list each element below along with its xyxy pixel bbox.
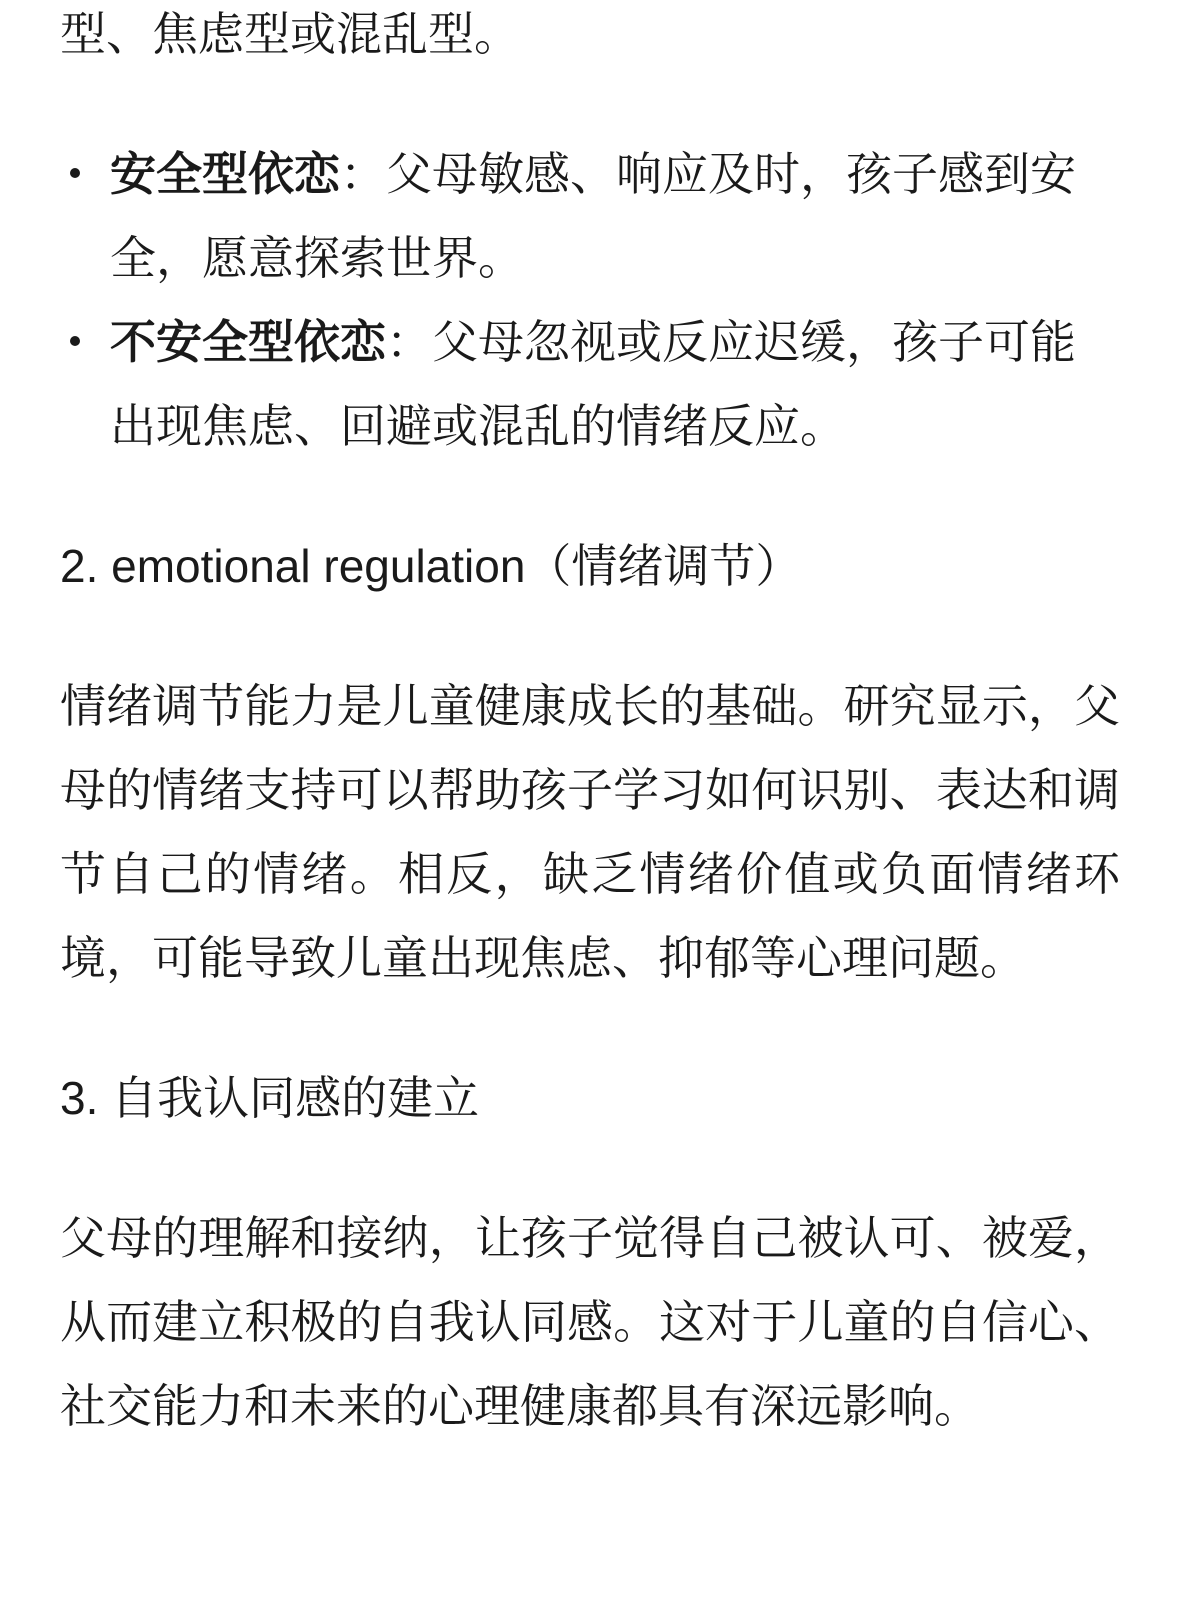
- bullet-dot-icon: [70, 336, 80, 346]
- list-item-term: 安全型依恋: [110, 147, 340, 201]
- list-item-description: 父母忽视或反应迟缓，孩子可能出现焦虑、回避或混乱的情绪反应。: [110, 315, 1076, 453]
- list-item-term: 不安全型依恋: [110, 315, 386, 369]
- list-item-description: 父母敏感、响应及时，孩子感到安全，愿意探索世界。: [110, 147, 1076, 285]
- section-2-heading: 2. emotional regulation（情绪调节）: [60, 540, 802, 592]
- section-3-body: 父母的理解和接纳，让孩子觉得自己被认可、被爱，从而建立积极的自我认同感。这对于儿童的自信心、社交能力和未来的心理健康都具有深远影响。: [60, 1211, 1120, 1433]
- bullet-dot-icon: [70, 168, 80, 178]
- list-item-separator: ：: [340, 147, 386, 201]
- article-content: [60, 0, 1120, 1448]
- list-item-separator: ：: [386, 315, 432, 369]
- section-3-heading: 3. 自我认同感的建立: [60, 1072, 480, 1124]
- intro-tail-paragraph: 型、焦虑型或混乱型。: [60, 7, 520, 61]
- list-item: [60, 132, 1120, 300]
- attachment-types-list: [60, 132, 1120, 468]
- list-item: [60, 300, 1120, 468]
- section-2-body: 情绪调节能力是儿童健康成长的基础。研究显示，父母的情绪支持可以帮助孩子学习如何识别、表达和调节自己的情绪。相反，缺乏情绪价值或负面情绪环境，可能导致儿童出现焦虑、抑郁等心理问题。: [60, 679, 1120, 985]
